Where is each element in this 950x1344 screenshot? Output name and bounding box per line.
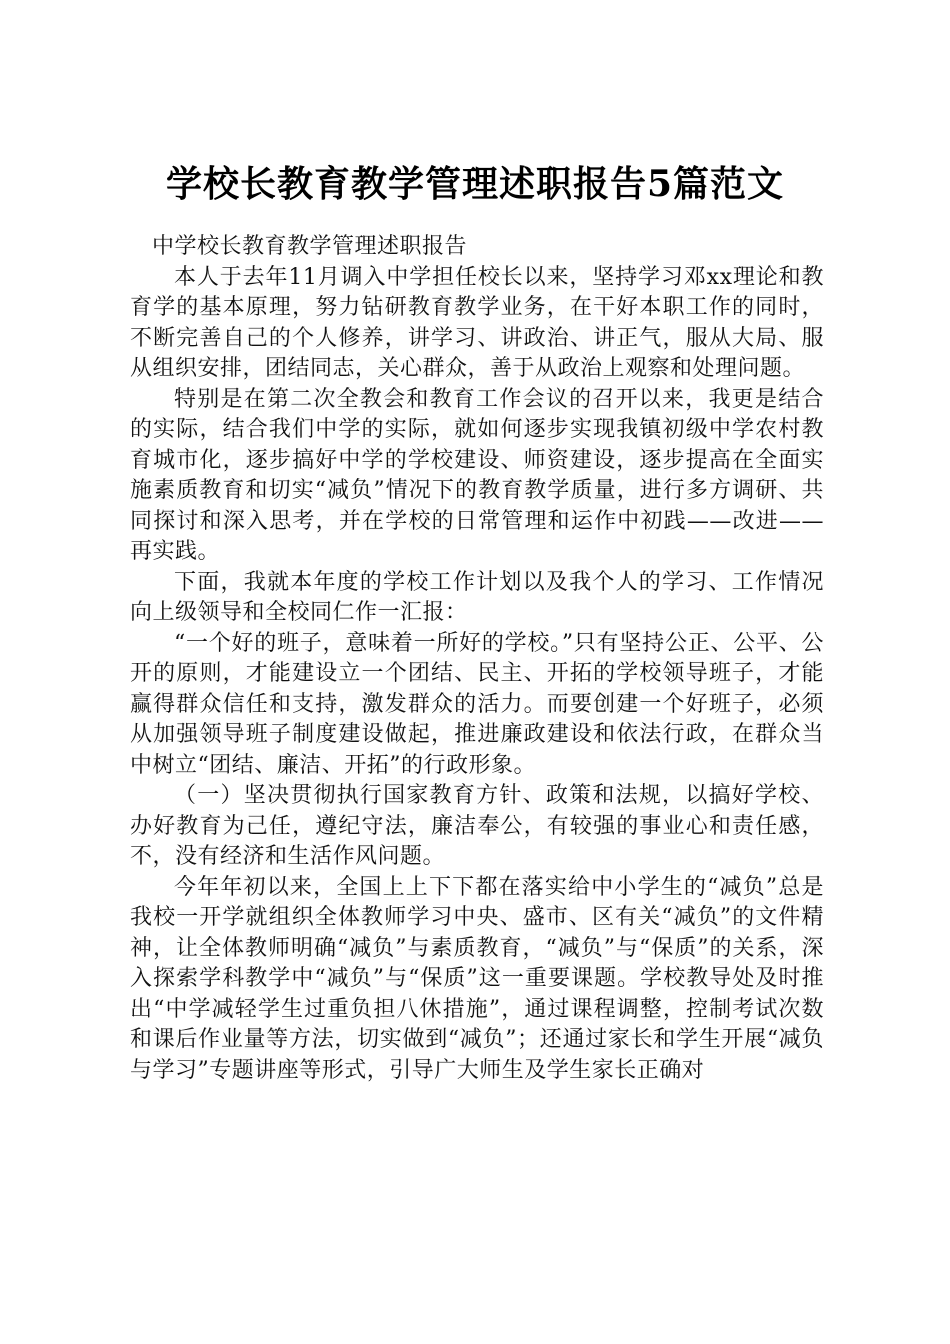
body-paragraph: 今年年初以来，全国上上下下都在落实给中小学生的“减负”总是我校一开学就组织全体教师学习中央、盛市、区有关“减负”的文件精神，让全体教师明确“减负”与素质教育，“减负”与“保质”的关系，深入探索学科教学中“减负”与“保质”这一重要课题。学校教导处及时推出“中学减轻学生过重负担八休措施”，通过课程调整，控制考试次数和课后作业量等方法，切实做到“减负”；还通过家长和学生开展“减负与学习”专题讲座等形式，引导广大师生及学生家长正确对 bbox=[130, 874, 824, 1083]
body-paragraph: “一个好的班子，意味着一所好的学校。”只有坚持公正、公平、公开的原则，才能建设立一个团结、民主、开拓的学校领导班子，才能赢得群众信任和支持，激发群众的活力。而要创建一个好班子，必须从加强领导班子制度建设做起，推进廉政建设和依法行政，在群众当中树立“团结、廉洁、开拓”的行政形象。 bbox=[130, 630, 824, 778]
body-paragraph: （一）坚决贯彻执行国家教育方针、政策和法规，以搞好学校、办好教育为己任，遵纪守法，廉洁奉公，有较强的事业心和责任感，不，没有经济和生活作风问题。 bbox=[130, 783, 824, 869]
body-paragraph: 本人于去年11月调入中学担任校长以来，坚持学习邓xx理论和教育学的基本原理，努力钻研教育教学业务，在干好本职工作的同时，不断完善自己的个人修养，讲学习、讲政治、讲正气，服从大局、服从组织安排，团结同志，关心群众，善于从政治上观察和处理问题。 bbox=[130, 264, 824, 381]
document-body bbox=[130, 232, 824, 1086]
document-title: 学校长教育教学管理述职报告5篇范文 bbox=[165, 163, 785, 205]
body-paragraph: 特别是在第二次全教会和教育工作会议的召开以来，我更是结合的实际，结合我们中学的实际，就如何逐步实现我镇初级中学农村教育城市化，逐步搞好中学的学校建设、师资建设，逐步提高在全面实施素质教育和切实“减负”情况下的教育教学质量，进行多方调研、共同探讨和深入思考，并在学校的日常管理和运作中初践——改进——再实践。 bbox=[130, 386, 824, 564]
body-paragraph: 下面，我就本年度的学校工作计划以及我个人的学习、工作情况向上级领导和全校同仁作一汇报： bbox=[130, 569, 824, 625]
report-subtitle: 中学校长教育教学管理述职报告 bbox=[152, 234, 468, 259]
